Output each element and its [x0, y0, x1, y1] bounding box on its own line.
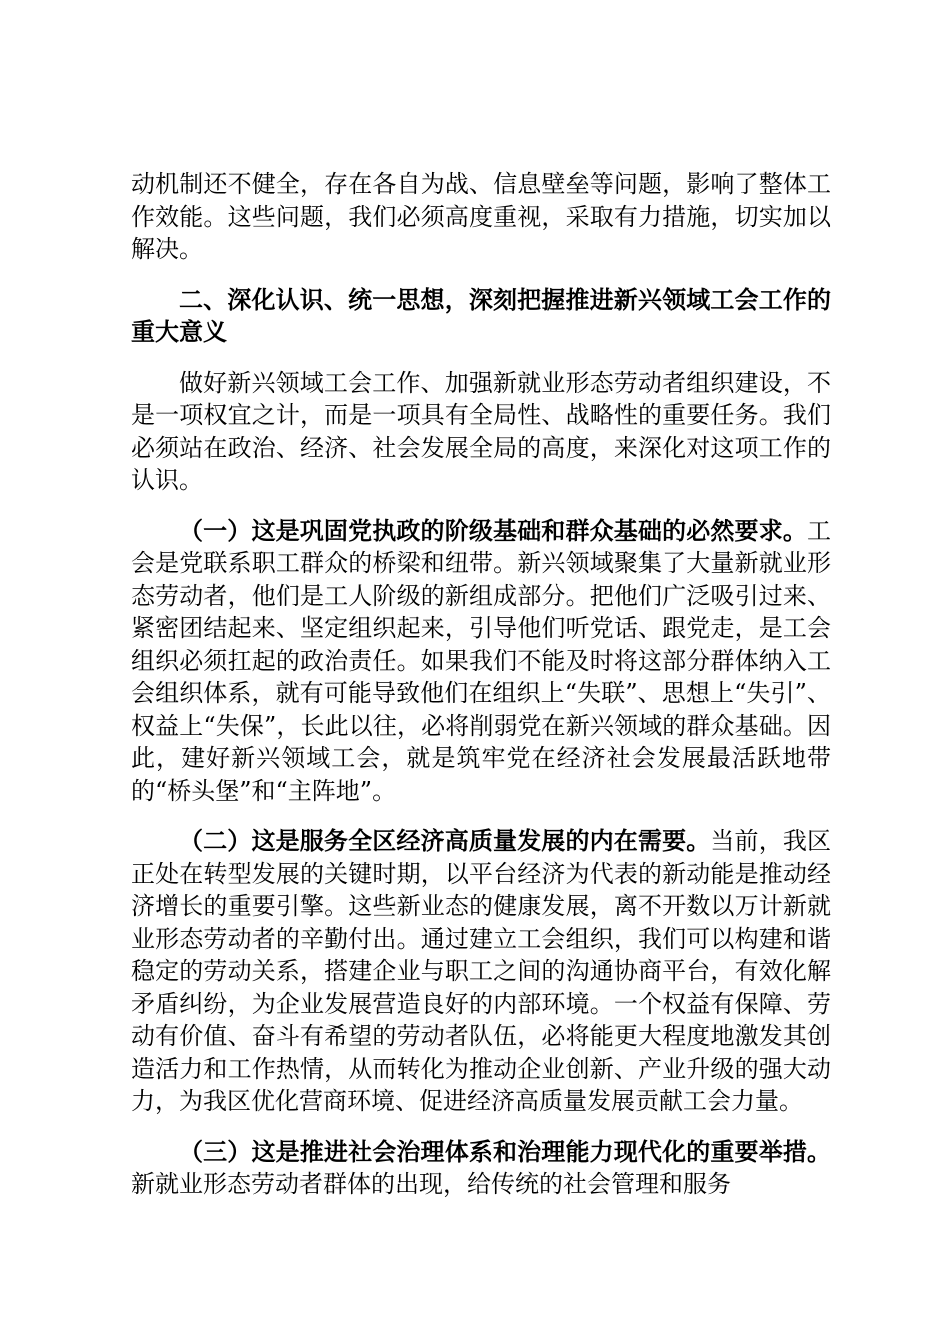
item-3-body: 新就业形态劳动者群体的出现，给传统的社会管理和服务 [131, 1170, 731, 1198]
paragraph-item-1 [131, 515, 831, 808]
paragraph-continuation: 动机制还不健全，存在各自为战、信息壁垒等问题，影响了整体工作效能。这些问题，我们必须高度重视，采取有力措施，切实加以解决。 [131, 170, 831, 263]
paragraph-item-2 [131, 825, 831, 1118]
document-page [131, 168, 831, 1201]
item-2-lead: （二）这是服务全区经济高质量发展的内在需要。 [179, 827, 711, 855]
item-1-body: 工会是党联系职工群众的桥梁和纽带。新兴领域聚集了大量新就业形态劳动者，他们是工人阶级的新组成部分。把他们广泛吸引过来、紧密团结起来、坚定组织起来，引导他们听党话、跟党走，是工会组织必须扛起的政治责任。如果我们不能及时将这部分群体纳入工会组织体系，就有可能导致他们在组织上“失联”、思想上“失引”、权益上“失保”，长此以往，必将削弱党在新兴领域的群众基础。因此，建好新兴领域工会，就是筑牢党在经济社会发展最活跃地带的“桥头堡”和“主阵地”。 [131, 516, 831, 805]
item-2-body: 当前，我区正处在转型发展的关键时期，以平台经济为代表的新动能是推动经济增长的重要引擎。这些新业态的健康发展，离不开数以万计新就业形态劳动者的辛勤付出。通过建立工会组织，我们可以构建和谐稳定的劳动关系，搭建企业与职工之间的沟通协商平台，有效化解矛盾纠纷，为企业发展营造良好的内部环境。一个权益有保障、劳动有价值、奋斗有希望的劳动者队伍，必将能更大程度地激发其创造活力和工作热情，从而转化为推动企业创新、产业升级的强大动力，为我区优化营商环境、促进经济高质量发展贡献工会力量。 [131, 827, 832, 1115]
section-heading-2: 二、深化认识、统一思想，深刻把握推进新兴领域工会工作的重大意义 [131, 285, 831, 346]
paragraph-intro: 做好新兴领域工会工作、加强新就业形态劳动者组织建设，不是一项权宜之计，而是一项具有全局性、战略性的重要任务。我们必须站在政治、经济、社会发展全局的高度，来深化对这项工作的认识。 [131, 368, 831, 494]
paragraph-item-3 [131, 1136, 831, 1201]
item-3-lead: （三）这是推进社会治理体系和治理能力现代化的重要举措。 [179, 1137, 831, 1166]
item-1-lead: （一）这是巩固党执政的阶级基础和群众基础的必然要求。 [179, 516, 807, 545]
